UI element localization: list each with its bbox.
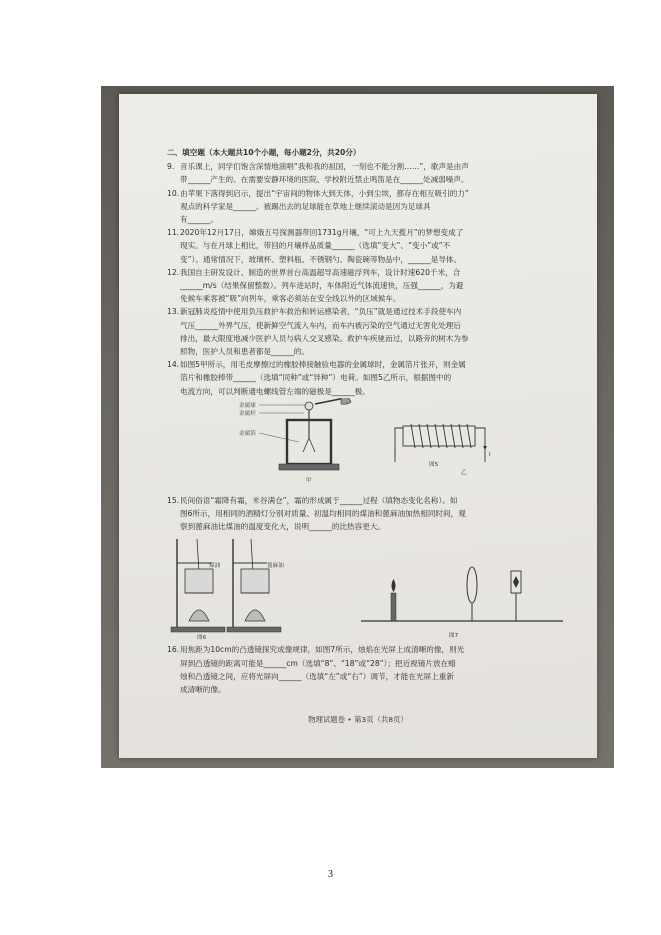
question-line: 图6所示，用相同的酒精灯分别对质量、初温均相同的煤油和蓖麻油加热相同时间，观 bbox=[180, 509, 466, 519]
candle bbox=[391, 593, 396, 621]
heating-setup-diagram bbox=[171, 539, 284, 641]
scanned-photo bbox=[101, 86, 614, 768]
sub-figure-label-yi: 乙 bbox=[461, 469, 467, 476]
question-line: 用焦距为10cm的凸透镜探究成像规律，如图7所示，烛焰在光屏上成清晰的像，则光 bbox=[180, 645, 465, 655]
exam-paper-sheet bbox=[119, 94, 597, 758]
current-arrow bbox=[483, 446, 487, 450]
thermometer-right bbox=[251, 539, 253, 573]
metal-ball bbox=[305, 402, 313, 410]
candle-flame-icon bbox=[392, 579, 396, 592]
question-16 bbox=[167, 643, 571, 696]
electroscope-base bbox=[279, 464, 339, 470]
figures-6-7-drawing bbox=[167, 533, 571, 643]
question-line: 有______。 bbox=[180, 215, 218, 225]
metal-foil-left bbox=[303, 438, 309, 452]
question-line: 音乐课上，同学们饱含深情地演唱“我和我的祖国，一刻也不能分割……”，歌声是由声 bbox=[180, 162, 469, 172]
question-number: 16. bbox=[167, 645, 180, 655]
beaker-left bbox=[185, 569, 213, 593]
question-number: 15. bbox=[167, 495, 180, 505]
question-line: 察到蓖麻油比煤油的温度变化大，说明______的比热容更大。 bbox=[180, 522, 386, 532]
label-metal-ball: 金属球 bbox=[239, 402, 256, 409]
figure-5 bbox=[167, 398, 571, 494]
question-9 bbox=[167, 160, 571, 186]
hand-shape bbox=[341, 398, 351, 404]
current-symbol: I bbox=[489, 451, 491, 458]
question-line: 照物，医护人员和患者都是______的。 bbox=[180, 347, 310, 357]
paper-footer: 物理试题卷 • 第3页（共8页） bbox=[308, 715, 408, 724]
section-title: 二、填空题（本大题共10个小题，每小题2分，共20分） bbox=[167, 148, 361, 157]
rubber-rod bbox=[315, 398, 345, 404]
question-line: 由苹果下落得到启示，提出“宇宙间的物体大到天体，小到尘埃，都存在相互吸引的力” bbox=[180, 188, 469, 198]
figure-6-caption: 图6 bbox=[197, 635, 207, 642]
exam-content bbox=[167, 146, 571, 696]
page-number: 3 bbox=[328, 869, 333, 880]
question-10 bbox=[167, 187, 571, 227]
convex-lens bbox=[467, 567, 477, 603]
question-line: 现实。与在月球上相比，带回的月壤样品质量______（选填“变大”、“变小”或“不 bbox=[180, 241, 451, 251]
question-line: 带______产生的。在需要安静环境的医院、学校附近禁止鸣笛是在______处减弱噪声。 bbox=[180, 175, 469, 185]
question-line: 如图5甲所示，用毛皮摩擦过的橡胶棒接触验电器的金属球时，金属箔片张开，则金属 bbox=[180, 360, 466, 370]
label-kerosene: 煤油 bbox=[209, 563, 221, 570]
figure-5-caption: 图5 bbox=[429, 461, 439, 468]
electroscope-diagram bbox=[239, 398, 351, 484]
thermometer-left bbox=[197, 539, 199, 573]
metal-foil-right bbox=[309, 438, 315, 452]
label-castor-oil: 蓖麻油 bbox=[267, 563, 284, 570]
question-number: 12. bbox=[167, 267, 180, 277]
question-13 bbox=[167, 305, 571, 358]
question-number: 10. bbox=[167, 188, 180, 198]
question-11 bbox=[167, 226, 571, 266]
question-number: 9. bbox=[167, 162, 175, 172]
question-15 bbox=[167, 494, 571, 534]
question-line: 烛和凸透镜之间，应将光屏向______（选填“左”或“右”）调节，才能在光屏上重新 bbox=[180, 671, 454, 681]
question-line: ______m/s（结果保留整数）。列车进站时，车体附近气体流速快，压强______，为避 bbox=[180, 281, 464, 291]
sub-figure-label-jia: 甲 bbox=[306, 477, 312, 484]
question-line: 2020年12月17日，嫦娥五号探测器带回1731g月壤，“可上九天揽月”的梦想变成了 bbox=[180, 228, 464, 238]
label-metal-rod: 金属杆 bbox=[239, 410, 256, 417]
question-line: 电流方向，可以判断通电螺线管左端的磁极是______极。 bbox=[180, 386, 370, 396]
question-line: 变”）。通常情况下，玻璃杯、塑料瓶、不锈钢勺、陶瓷碗等物品中，______是导体。 bbox=[180, 254, 462, 264]
question-line: 新冠肺炎疫情中使用负压救护车救治和转运感染者，“负压”就是通过技术手段使车内 bbox=[180, 307, 462, 317]
question-number: 13. bbox=[167, 307, 180, 317]
question-line: 观点的科学家是______。被踢出去的足球能在草地上继续滚动是因为足球具 bbox=[180, 201, 431, 211]
question-line: 民间俗语“霜降有霜，米谷满仓”，霜的形成属于______过程（填物态变化名称）。如 bbox=[180, 495, 458, 505]
question-line: 成清晰的像。 bbox=[180, 685, 226, 695]
question-number: 11. bbox=[167, 228, 180, 238]
solenoid-coil bbox=[395, 424, 485, 462]
screen-image-mark bbox=[513, 576, 519, 588]
question-14 bbox=[167, 358, 571, 398]
question-line: 我国自主研发设计、制造的世界首台高温超导高速磁浮列车，设计时速620千米，合 bbox=[180, 267, 461, 277]
question-number: 14. bbox=[167, 360, 180, 370]
question-line: 气压______外界气压，使新鲜空气流入车内，而车内被污染的空气通过无害化处理后 bbox=[180, 320, 461, 330]
beaker-right bbox=[241, 569, 269, 593]
question-line: 免候车乘客被“吸”向列车，乘客必须站在安全线以外的区域候车。 bbox=[180, 294, 401, 304]
optical-bench-diagram bbox=[361, 567, 563, 639]
figure-7-caption: 图7 bbox=[449, 633, 459, 640]
label-metal-foil: 金属箔 bbox=[239, 430, 256, 437]
question-line: 箔片和橡胶棒带______（选填“同种”或“异种”）电荷。如图5乙所示，根据图中的 bbox=[180, 373, 452, 383]
alcohol-lamp-left bbox=[189, 610, 209, 621]
figures-6-7 bbox=[167, 533, 571, 643]
solenoid-diagram bbox=[395, 424, 491, 476]
alcohol-lamp-right bbox=[245, 610, 265, 621]
question-line: 屏到凸透镜的距离可能是______cm（选填“8”、“18”或“28”）；把近视镜片放在蜡 bbox=[180, 658, 456, 668]
question-line: 排出，最大限度地减少医护人员与病人交叉感染。救护车疾驰而过，以路旁的树木为参 bbox=[180, 333, 469, 343]
question-12 bbox=[167, 266, 571, 306]
figure-5-drawing bbox=[167, 398, 571, 494]
